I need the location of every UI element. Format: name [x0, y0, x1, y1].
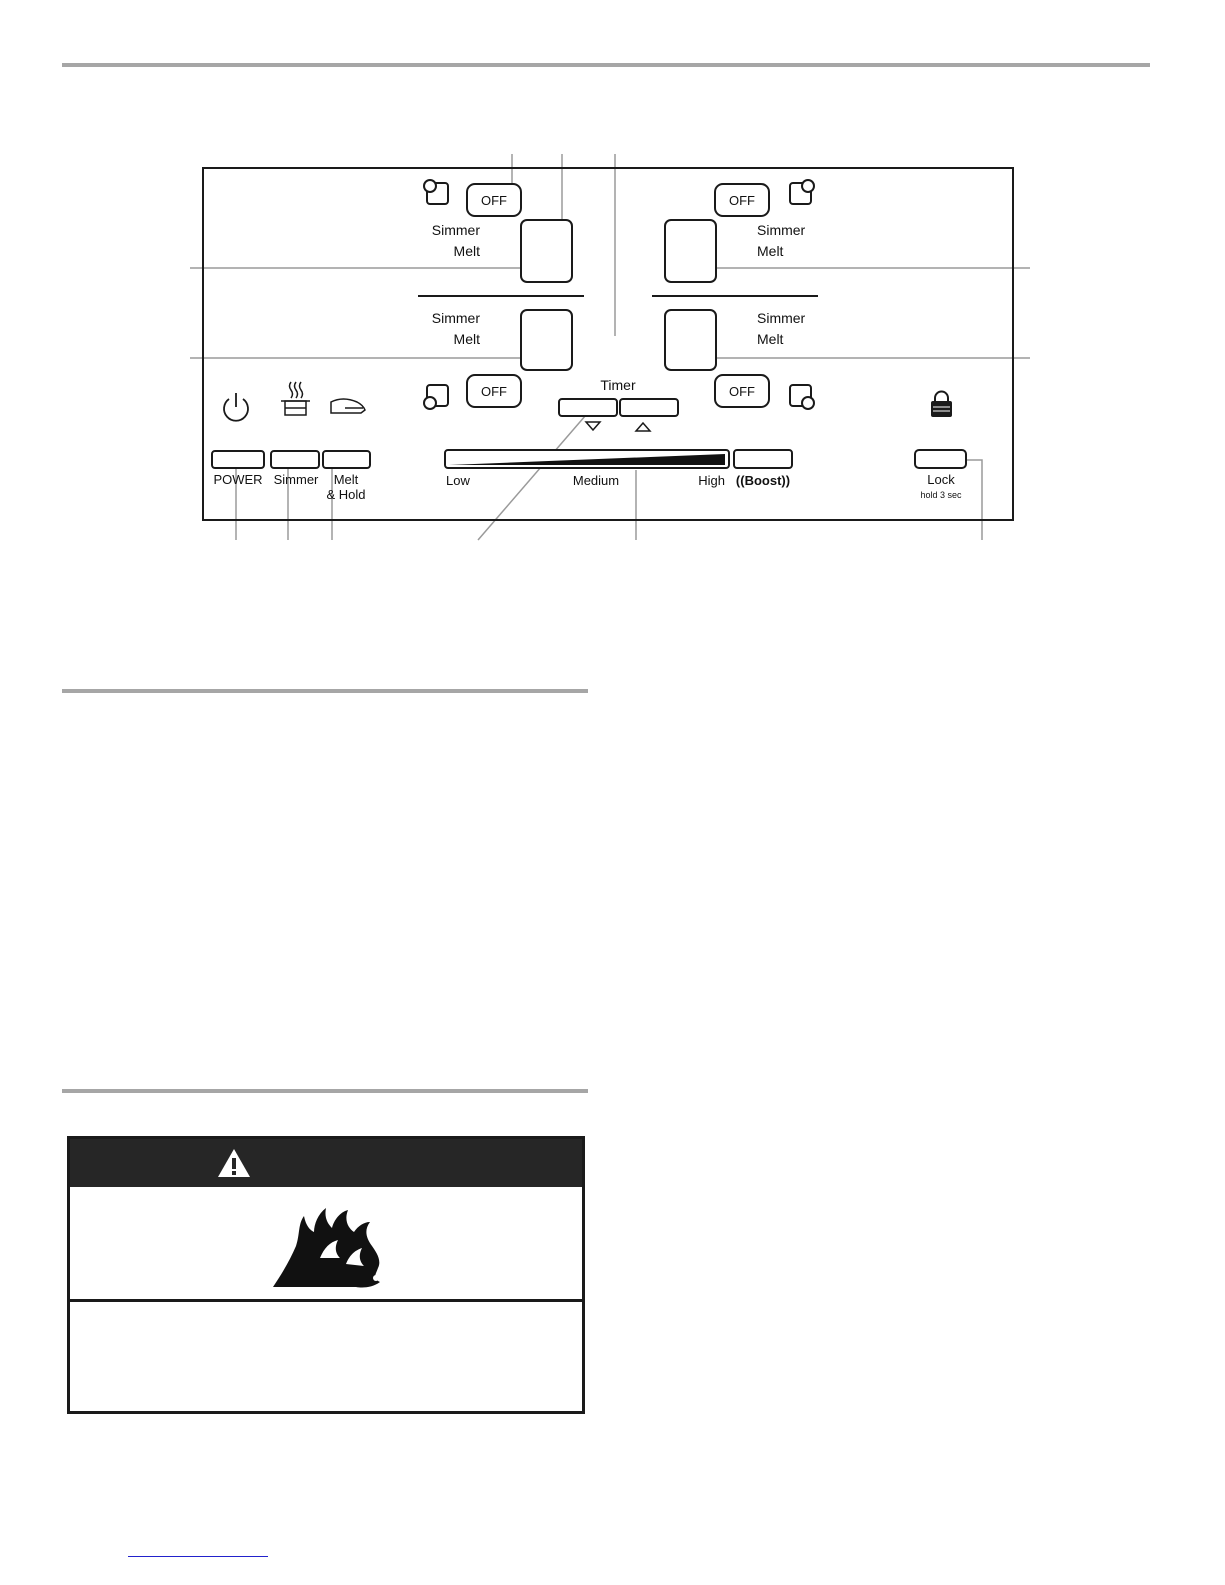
fire-icon	[268, 1202, 388, 1292]
slider-high-label: High	[698, 473, 725, 488]
warning-header	[70, 1139, 582, 1187]
timer-up-arrow-icon	[636, 423, 650, 431]
front-right-burner-touch-slider[interactable]	[665, 220, 716, 282]
front-right-simmer-label: Simmer	[757, 222, 806, 238]
rear-left-burner-touch-slider[interactable]	[521, 310, 572, 370]
warning-fire-area	[70, 1187, 582, 1302]
power-icon	[224, 393, 248, 421]
front-left-melt-label: Melt	[453, 243, 480, 259]
footer-link-underline	[128, 1556, 268, 1557]
off-button-left-bottom[interactable]	[467, 375, 521, 407]
off-label: OFF	[729, 384, 755, 399]
section-rule-1	[62, 689, 588, 693]
front-right-melt-label: Melt	[757, 243, 784, 259]
lock-icon	[931, 392, 952, 418]
lock-hold-label: hold 3 sec	[920, 490, 962, 500]
off-button-right-bottom[interactable]	[715, 375, 769, 407]
off-label: OFF	[729, 193, 755, 208]
rear-right-simmer-label: Simmer	[757, 310, 806, 326]
rear-left-melt-label: Melt	[453, 331, 480, 347]
warning-triangle-icon	[217, 1147, 251, 1179]
off-label: OFF	[481, 384, 507, 399]
rear-right-burner-touch-slider[interactable]	[665, 310, 716, 370]
front-right-burner-icon-top	[790, 180, 814, 204]
rear-left-burner-icon	[424, 385, 448, 409]
melt-hold-button[interactable]	[323, 451, 370, 468]
rear-left-simmer-label: Simmer	[431, 310, 480, 326]
melt-label: Melt	[333, 472, 359, 487]
boost-label: ((Boost))	[735, 473, 791, 488]
timer-down-button[interactable]	[559, 399, 617, 416]
rear-right-melt-label: Melt	[757, 331, 784, 347]
warning-box	[67, 1136, 585, 1414]
melt-hold-icon	[331, 399, 365, 413]
slider-medium-label: Medium	[572, 473, 620, 488]
power-label: POWER	[213, 472, 263, 487]
off-label: OFF	[481, 193, 507, 208]
power-level-slider[interactable]	[445, 450, 729, 468]
lock-label: Lock	[927, 472, 955, 487]
timer-up-button[interactable]	[620, 399, 678, 416]
cooktop-control-panel-diagram	[0, 0, 1225, 600]
power-button[interactable]	[212, 451, 264, 468]
simmer-button[interactable]	[271, 451, 319, 468]
melt-hold-label: & Hold	[326, 487, 366, 502]
simmer-label: Simmer	[273, 472, 319, 487]
slider-low-label: Low	[446, 473, 470, 488]
front-left-simmer-label: Simmer	[431, 222, 480, 238]
warning-body	[70, 1302, 582, 1411]
simmer-pot-icon	[281, 382, 310, 415]
boost-button[interactable]	[734, 450, 792, 468]
front-left-burner-touch-slider[interactable]	[521, 220, 572, 282]
front-left-burner-icon-top	[424, 180, 448, 204]
timer-down-arrow-icon	[586, 422, 600, 430]
lock-button[interactable]	[915, 450, 966, 468]
section-rule-2	[62, 1089, 588, 1093]
timer-label: Timer	[600, 377, 636, 393]
off-button-left-top[interactable]	[467, 184, 521, 216]
rear-right-burner-icon	[790, 385, 814, 409]
off-button-right-top[interactable]	[715, 184, 769, 216]
